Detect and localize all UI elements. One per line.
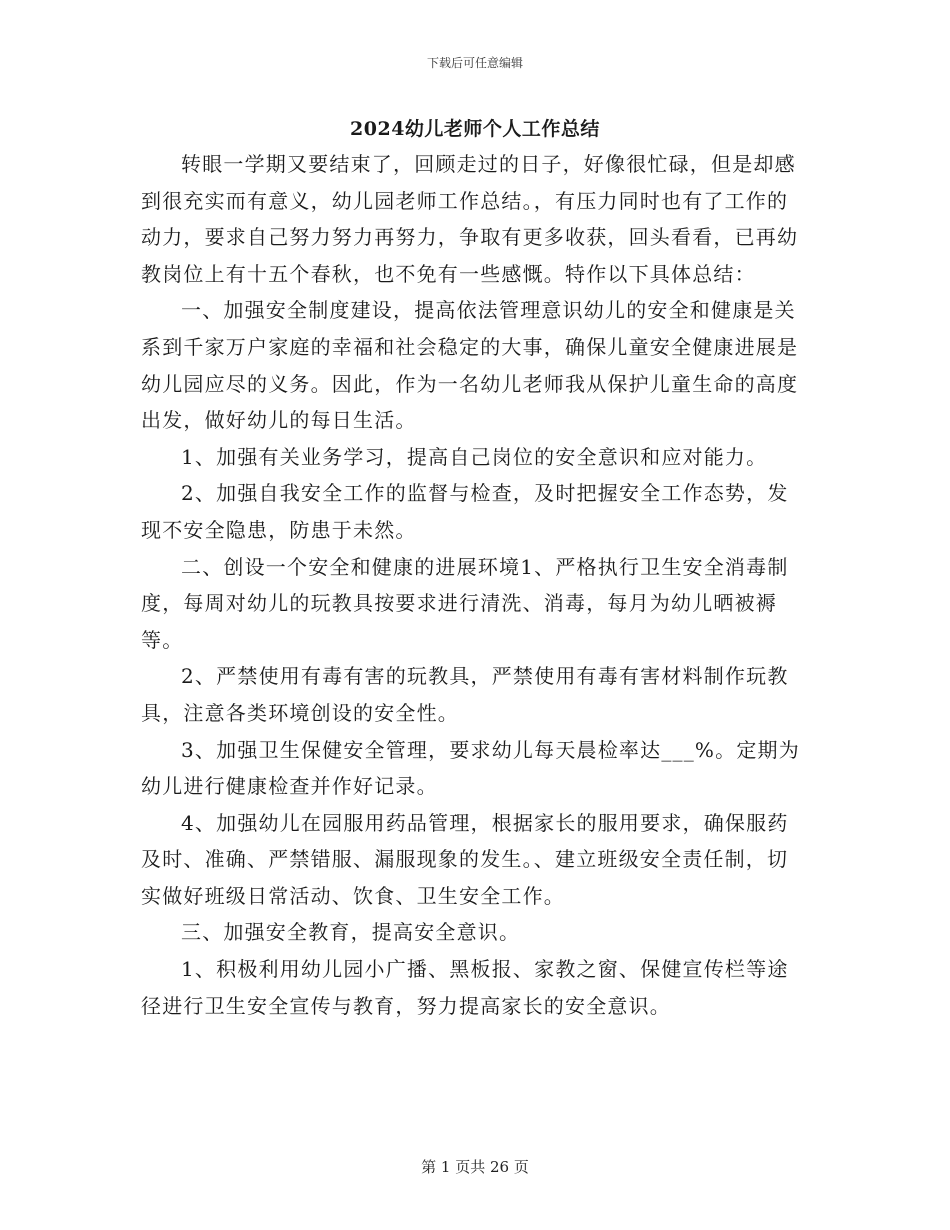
paragraph-item: 4、加强幼儿在园服用药品管理，根据家长的服用要求，确保服药及时、准确、严禁错服、漏服现象的发生。、建立班级安全责任制，切实做好班级日常活动、饮食、卫生安全工作。 <box>141 810 789 908</box>
paragraph-item: 3、加强卫生保健安全管理，要求幼儿每天晨检率达___%。定期为幼儿进行健康检查并作好记录。 <box>141 737 800 799</box>
header-note: 下载后可任意编辑 <box>426 56 523 70</box>
paragraph-item: 2、严禁使用有毒有害的玩教具，严禁使用有毒有害材料制作玩教具，注意各类环境创设的安全性。 <box>141 664 789 725</box>
document-title: 2024幼儿老师个人工作总结 <box>350 118 600 140</box>
paragraph-section-1: 一、加强安全制度建设，提高依法管理意识幼儿的安全和健康是关系到千家万户家庭的幸福和社会稳定的大事，确保儿童安全健康进展是幼儿园应尽的义务。因此，作为一名幼儿老师我从保护儿童生命的高度出发，做好幼儿的每日生活。 <box>141 298 799 433</box>
paragraph-item: 1、积极利用幼儿园小广播、黑板报、家教之窗、保健宣传栏等途径进行卫生安全宣传与教育，努力提高家长的安全意识。 <box>141 957 789 1018</box>
paragraph-intro: 转眼一学期又要结束了，回顾走过的日子，好像很忙碌，但是却感到很充实而有意义，幼儿园老师工作总结。，有压力同时也有了工作的动力，要求自己努力努力再努力，争取有更多收获，回头看看，已再幼教岗位上有十五个春秋，也不免有一些感慨。特作以下具体总结： <box>141 152 799 286</box>
paragraph-item: 2、加强自我安全工作的监督与检查，及时把握安全工作态势，发现不安全隐患，防患于未然。 <box>141 481 789 542</box>
paragraph-item: 1、加强有关业务学习，提高自己岗位的安全意识和应对能力。 <box>181 444 768 469</box>
page-number: 第 1 页共 26 页 <box>421 1158 529 1176</box>
document-body <box>141 146 809 1024</box>
paragraph-section-2: 二、创设一个安全和健康的进展环境1、严格执行卫生安全消毒制度，每周对幼儿的玩教具按要求进行清洗、消毒，每月为幼儿晒被褥等。 <box>141 554 789 652</box>
paragraph-section-3: 三、加强安全教育，提高安全意识。 <box>181 920 521 945</box>
